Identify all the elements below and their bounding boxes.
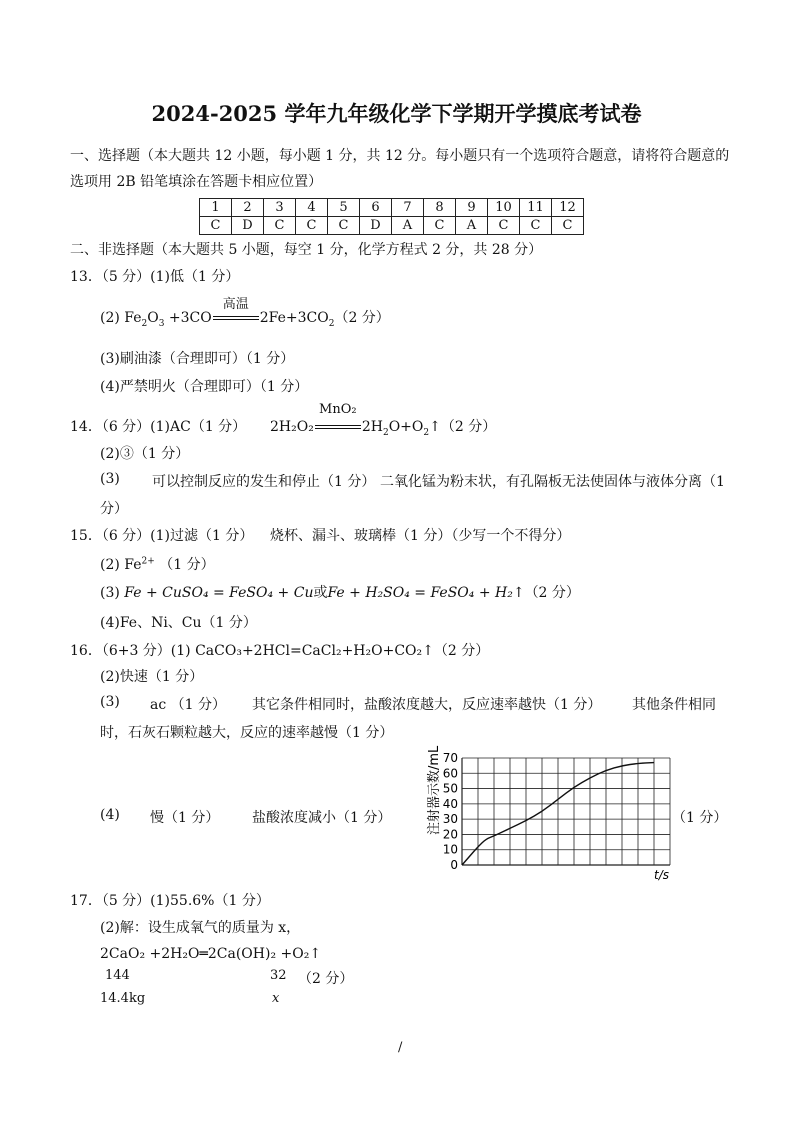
- answer-number-cell: 6: [360, 199, 392, 217]
- answer-number-cell: 7: [392, 199, 424, 217]
- syringe-reading-chart: [420, 745, 675, 885]
- answer-choice-cell: C: [520, 217, 552, 235]
- answer-number-cell: 11: [520, 199, 552, 217]
- q15-line1: 15．（6 分）(1)过滤（1 分）: [70, 528, 254, 544]
- q15-line2: (2) $Fe^{2+}$ （1 分）: [100, 556, 215, 573]
- chart-y-ticks: [443, 751, 458, 872]
- q13-line4: (4)严禁明火（合理即可）（1 分）: [100, 379, 309, 395]
- chart-y-tick-label: 40: [442, 796, 458, 811]
- answer-choice-cell: A: [456, 217, 488, 235]
- chart-y-axis-label: 注射器示数/mL: [427, 745, 442, 835]
- q14-line2: (2)③（1 分）: [100, 446, 190, 462]
- q14-reaction-arrow: MnO₂: [314, 419, 362, 435]
- answer-number-cell: 1: [200, 199, 232, 217]
- answer-number-cell: 10: [488, 199, 520, 217]
- section1-intro-line1: 一、选择题（本大题共 12 小题，每小题 1 分，共 12 分。每小题只有一个选项符合题意，请将符合题意的: [70, 148, 730, 164]
- answer-number-cell: 3: [264, 199, 296, 217]
- answer-choice-cell: D: [232, 217, 264, 235]
- answer-choice-cell: C: [200, 217, 232, 235]
- answer-choice-cell: C: [296, 217, 328, 235]
- q16-line4: 时，石灰石颗粒越大，反应的速率越慢（1 分）: [100, 725, 394, 741]
- q14-equation: 2H₂O₂ MnO₂ $2H_2O+O_2↑(2$ 分）: [270, 402, 497, 438]
- answer-choice-cell: C: [328, 217, 360, 235]
- q16-line3-answer3: 其他条件相同: [632, 697, 716, 713]
- chart-y-tick-label: 10: [442, 842, 458, 857]
- answer-choice-cell: A: [392, 217, 424, 235]
- answer-number-cell: 4: [296, 199, 328, 217]
- q16-line5-answer1: 慢（1 分）: [150, 810, 220, 826]
- answer-number-cell: 5: [328, 199, 360, 217]
- q17-score: （2 分）: [298, 971, 354, 987]
- answer-choice-cell: C: [488, 217, 520, 235]
- answer-choice-cell: D: [360, 217, 392, 235]
- answer-number-cell: 9: [456, 199, 488, 217]
- section2-header: 二、非选择题（本大题共 5 小题，每空 1 分，化学方程式 2 分，共 28 分）: [70, 242, 543, 258]
- q16-line3-label: (3): [100, 694, 120, 710]
- answer-choice-cell: C: [264, 217, 296, 235]
- q14-line3-cont: 分）: [100, 501, 128, 517]
- answer-choice-cell: C: [552, 217, 584, 235]
- q13-equation: (2) $Fe_2O_3 +3CO$ 高温 $2Fe+3CO_2(2$ 分）: [100, 297, 390, 329]
- q17-ratio-144: 144: [105, 968, 130, 983]
- q16-line3-answer2: 其它条件相同时，盐酸浓度越大，反应速率越快（1 分）: [252, 697, 602, 713]
- q14-line1: 14．（6 分）(1)AC（1 分）: [70, 419, 247, 435]
- q13-line3: (3)刷油漆（合理即可）（1 分）: [100, 351, 295, 367]
- chart-y-tick-label: 20: [442, 827, 458, 842]
- section1-intro-line2: 选项用 2B 铅笔填涂在答题卡相应位置）: [70, 174, 323, 190]
- chart-y-tick-label: 50: [442, 781, 458, 796]
- page-title: 2024-2025 学年九年级化学下学期开学摸底考试卷: [151, 101, 642, 126]
- chart-grid: [462, 758, 670, 865]
- page-footer: /: [398, 1040, 403, 1055]
- q17-line1: 17．（5 分）(1)55.6%（1 分）: [70, 893, 270, 909]
- q16-line2: (2)快速（1 分）: [100, 669, 204, 685]
- q16-line5-answer2: 盐酸浓度减小（1 分）: [252, 810, 392, 826]
- answer-number-cell: 8: [424, 199, 456, 217]
- answer-table-answer-row: [200, 217, 584, 235]
- answer-choice-cell: C: [424, 217, 456, 235]
- answer-table-number-row: [200, 199, 584, 217]
- q16-line1: 16．（6+3 分）(1) CaCO₃+2HCl=CaCl₂+H₂O+CO₂↑（2 分）: [70, 643, 490, 659]
- q17-mass-unknown: x: [272, 991, 280, 1006]
- q16-line3-answer1: ac （1 分）: [150, 697, 226, 713]
- answer-number-cell: 12: [552, 199, 584, 217]
- q17-ratio-32: 32: [270, 968, 287, 983]
- q14-line3-answer1: 可以控制反应的发生和停止（1 分）: [152, 474, 376, 490]
- chart-x-axis-label: t/s: [654, 868, 669, 882]
- q17-equation: 2CaO₂ +2H₂O═2Ca(OH)₂ +O₂↑: [100, 946, 322, 962]
- q14-line3-answer2: 二氧化锰为粉末状，有孔隔板无法使固体与液体分离（1: [380, 474, 725, 490]
- answer-number-cell: 2: [232, 199, 264, 217]
- chart-y-tick-label: 30: [442, 812, 458, 827]
- chart-y-tick-label: 70: [442, 751, 458, 765]
- q16-line5-score: （1 分）: [672, 810, 728, 826]
- q15-line3: (3) Fe + CuSO₄ = FeSO₄ + Cu或Fe + H₂SO₄ = FeSO₄ + H₂↑（2 分）: [100, 585, 580, 601]
- q13-line1: 13．（5 分）(1)低（1 分）: [70, 269, 240, 285]
- answer-table: [199, 198, 584, 235]
- q15-line1-answer2: 烧杯、漏斗、玻璃棒（1 分）（少写一个不得分）: [270, 528, 571, 544]
- chart-y-tick-label: 60: [442, 766, 458, 781]
- q16-line5-label: (4): [100, 807, 120, 823]
- q17-line2: (2)解：设生成氧气的质量为 x，: [100, 920, 301, 936]
- chart-y-tick-label: 0: [450, 858, 458, 872]
- q17-mass-known: 14.4kg: [100, 991, 146, 1006]
- q14-line3-label: (3): [100, 471, 120, 487]
- q15-line4: (4)Fe、Ni、Cu（1 分）: [100, 615, 257, 631]
- q13-reaction-arrow: 高温: [212, 310, 260, 326]
